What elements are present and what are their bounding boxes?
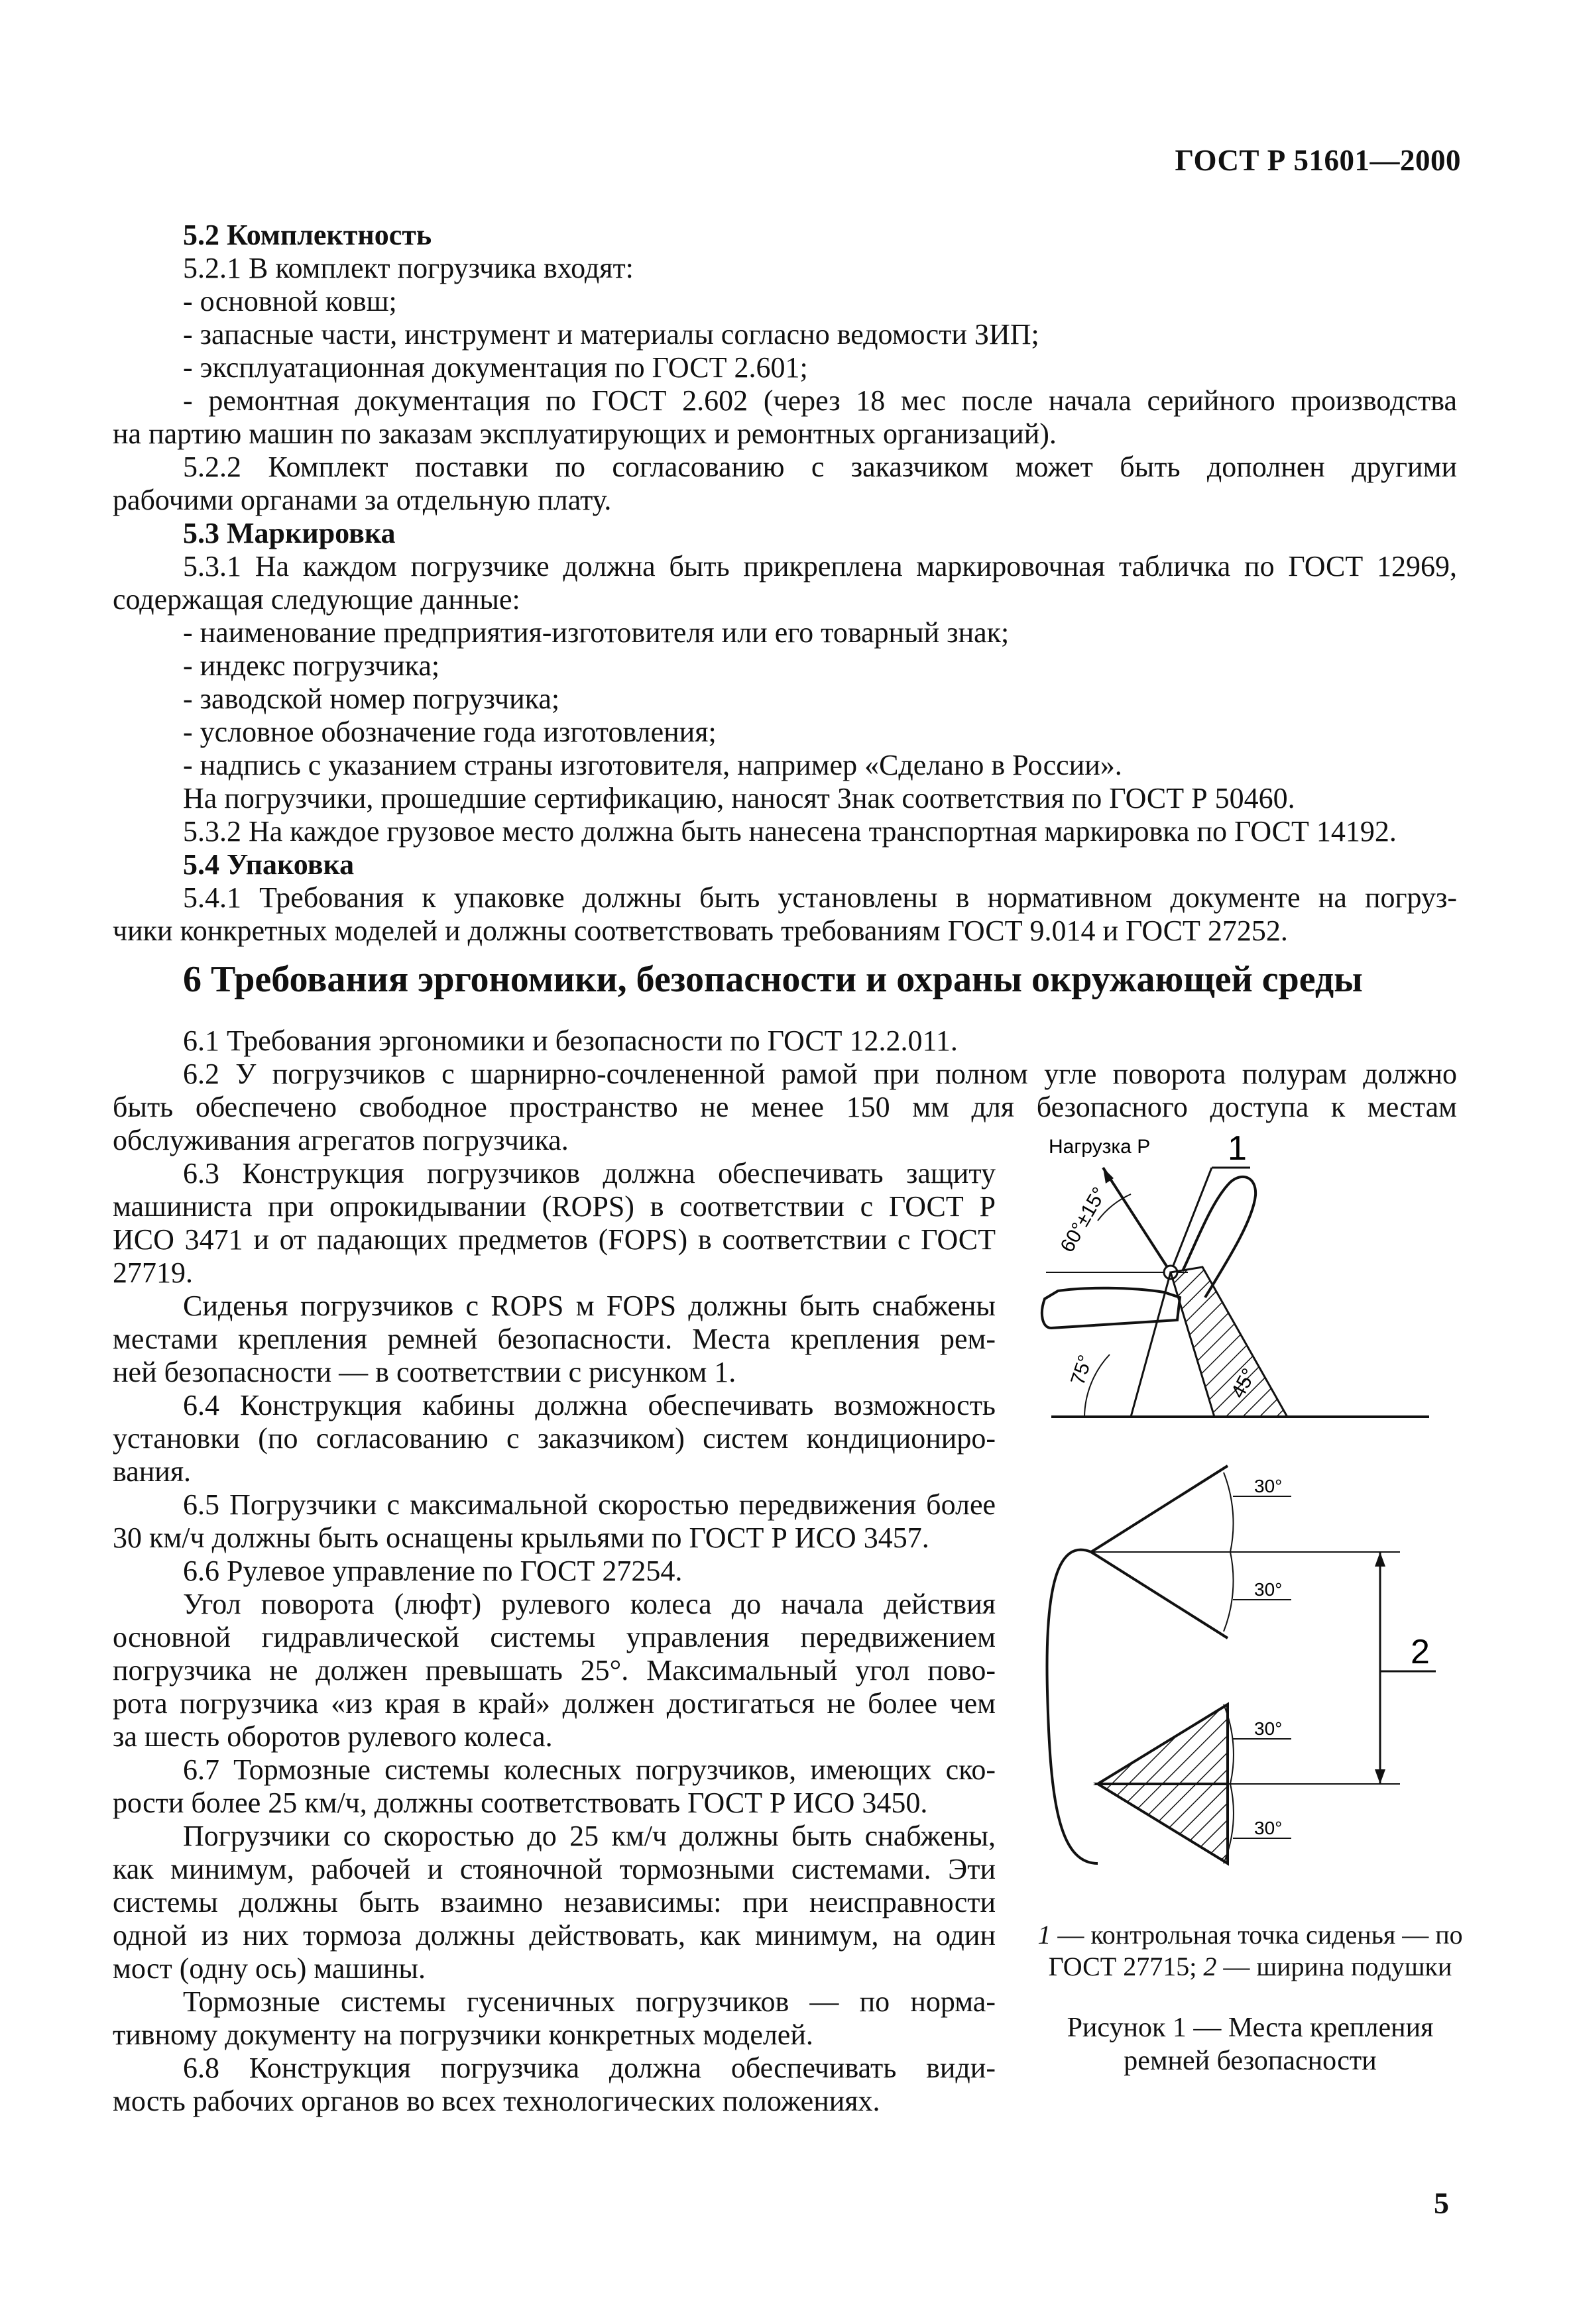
para-5-4-1: 5.4.1 Требования к упаковке должны быть установлены в нормативном документе на погруз- <box>183 881 1457 914</box>
legend-num-1: 1 <box>1037 1920 1051 1950</box>
arc-30-1 <box>1224 1472 1234 1552</box>
para-6-5-cont: 30 км/ч должны быть оснащены крыльями по ГОСТ Р ИСО 3457. <box>113 1522 929 1554</box>
list-item: - эксплуатационная документация по ГОСТ 2.601; <box>183 351 808 384</box>
angle-75-label: 75° <box>1067 1352 1097 1388</box>
para-6-7b-cont: мост (одну ось) машины. <box>113 1952 426 1985</box>
para-cert: На погрузчики, прошедшие сертификацию, наносят Знак соответствия по ГОСТ Р 50460. <box>183 782 1295 814</box>
section-5-2-title: 5.2 Комплектность <box>183 219 432 251</box>
document-header: ГОСТ Р 51601—2000 <box>1175 144 1461 177</box>
figure-legend <box>1031 1919 1469 1983</box>
list-item: - условное обозначение года изготовления; <box>183 716 717 748</box>
angle-60-label: 60°±15° <box>1056 1184 1111 1256</box>
para-6-3-cont: ИСО 3471 и от падающих предметов (FOPS) в соответствии с ГОСТ <box>113 1223 996 1256</box>
para-6-4: 6.4 Конструкция кабины должна обеспечивать возможность <box>183 1389 996 1421</box>
para-5-3-1-cont: содержащая следующие данные: <box>113 583 520 616</box>
angle-30-label: 30° <box>1254 1476 1283 1496</box>
section-5-3-title: 5.3 Маркировка <box>183 517 396 549</box>
legend-num-2: 2 <box>1203 1952 1217 1981</box>
para-6-6b-cont: за шесть оборотов рулевого колеса. <box>113 1720 553 1753</box>
angle-30-label: 30° <box>1254 1718 1283 1739</box>
para-6-8: 6.8 Конструкция погрузчика должна обеспечивать види- <box>183 2052 996 2084</box>
para-5-2-2-cont: рабочими органами за отдельную плату. <box>113 484 612 516</box>
callout-1: 1 <box>1228 1129 1247 1168</box>
figure-caption-line-1: Рисунок 1 — Места крепления <box>1067 2013 1434 2043</box>
para-5-2-1: 5.2.1 В комплект погрузчика входят: <box>183 252 634 284</box>
para-6-6b-cont: погрузчика не должен превышать 25°. Максимальный угол пово- <box>113 1654 996 1687</box>
list-item: - основной ковш; <box>183 285 397 317</box>
figure-1-drawing <box>1031 1121 1469 2036</box>
list-item: - заводской номер погрузчика; <box>183 683 560 715</box>
figure-1 <box>1031 1121 1469 2036</box>
para-6-7: 6.7 Тормозные системы колесных погрузчиков, имеющих ско- <box>183 1753 996 1786</box>
lower-hatched-upper <box>1098 1704 1228 1784</box>
para-6-8-cont: мость рабочих органов во всех технологических положениях. <box>113 2085 880 2117</box>
para-6-3: 6.3 Конструкция погрузчиков должна обеспечивать защиту <box>183 1157 996 1190</box>
upper-line-a <box>1091 1466 1228 1552</box>
upper-line-b <box>1091 1552 1228 1638</box>
para-6-6b: Угол поворота (люфт) рулевого колеса до начала действия <box>183 1588 996 1620</box>
para-5-3-1: 5.3.1 На каждом погрузчике должна быть прикреплена маркировочная табличка по ГОСТ 12969, <box>183 550 1457 582</box>
dimension-arrow-bottom <box>1375 1769 1385 1784</box>
para-6-7-cont: рости более 25 км/ч, должны соответствовать ГОСТ Р ИСО 3450. <box>113 1787 928 1819</box>
section-5-4-title: 5.4 Упаковка <box>183 848 355 881</box>
para-6-3-cont: машиниста при опрокидывании (ROPS) в соответствии с ГОСТ Р <box>113 1190 996 1223</box>
arc-30-2 <box>1224 1552 1234 1632</box>
para-6-2-cont: обслуживания агрегатов погрузчика. <box>113 1124 569 1156</box>
para-6-7b-cont: как минимум, рабочей и стояночной тормозными системами. Эти <box>113 1853 996 1885</box>
angle-45-label: 45° <box>1227 1364 1261 1402</box>
para-6-3b-cont: местами крепления ремней безопасности. Места крепления рем- <box>113 1323 996 1355</box>
para-5-2-2: 5.2.2 Комплект поставки по согласованию с заказчиком может быть дополнен другими <box>183 451 1457 483</box>
para-6-6b-cont: рота погрузчика «из края в край» должен достигаться не более чем <box>113 1687 996 1720</box>
para-5-4-1-cont: чики конкретных моделей и должны соответствовать требованиям ГОСТ 9.014 и ГОСТ 27252. <box>113 914 1288 947</box>
seat-cushion <box>1042 1288 1180 1328</box>
para-6-6: 6.6 Рулевое управление по ГОСТ 27254. <box>183 1555 683 1587</box>
lower-hatched-lower <box>1098 1784 1228 1863</box>
list-item: - индекс погрузчика; <box>183 649 440 682</box>
list-item: - ремонтная документация по ГОСТ 2.602 (через 18 мес после начала серийного производства <box>183 384 1457 417</box>
para-6-2-cont: быть обеспечено свободное пространство не менее 150 мм для безопасного доступа к местам <box>113 1091 1457 1123</box>
para-6-4-cont: установки (по согласованию с заказчиком) систем кондициониро- <box>113 1422 996 1455</box>
para-6-7c-cont: тивному документу на погрузчики конкретных моделей. <box>113 2019 813 2051</box>
para-6-6b-cont: основной гидравлической системы управления передвижением <box>113 1621 996 1653</box>
page-number: 5 <box>1434 2186 1449 2220</box>
para-6-3b: Сиденья погрузчиков с ROPS м FOPS должны быть снабжены <box>183 1290 996 1322</box>
callout-2: 2 <box>1411 1633 1430 1671</box>
list-item: - запасные части, инструмент и материалы согласно ведомости ЗИП; <box>183 318 1039 351</box>
para-6-7b-cont: системы должны быть взаимно независимы: при неисправности <box>113 1886 996 1918</box>
angle-30-label: 30° <box>1254 1579 1283 1600</box>
para-6-1: 6.1 Требования эргономики и безопасности по ГОСТ 12.2.011. <box>183 1024 958 1057</box>
cushion-outline <box>1047 1550 1098 1863</box>
para-6-4-cont: вания. <box>113 1455 192 1488</box>
list-item-cont: на партию машин по заказам эксплуатирующих и ремонтных организаций). <box>113 417 1057 450</box>
load-label: Нагрузка P <box>1049 1136 1151 1158</box>
para-6-3b-cont: ней безопасности — в соответствии с рисунком 1. <box>113 1356 736 1388</box>
section-6-title: 6 Требования эргономики, безопасности и охраны окружающей среды <box>183 959 1363 1000</box>
para-6-7b: Погрузчики со скоростью до 25 км/ч должны быть снабжены, <box>183 1820 996 1852</box>
para-6-5: 6.5 Погрузчики с максимальной скоростью передвижения более <box>183 1488 996 1521</box>
para-6-7c: Тормозные системы гусеничных погрузчиков — по норма- <box>183 1985 996 2018</box>
para-5-3-2: 5.3.2 На каждое грузовое место должна быть нанесена транспортная маркировка по ГОСТ 14192. <box>183 815 1397 848</box>
dimension-arrow-top <box>1375 1552 1385 1567</box>
para-6-7b-cont: одной из них тормоза должны действовать, как минимум, на один <box>113 1919 996 1952</box>
belt-zone-hatched <box>1171 1267 1287 1417</box>
para-6-2: 6.2 У погрузчиков с шарнирно-сочлененной рамой при полном угле поворота полурам должно <box>183 1058 1457 1090</box>
angle-30-label: 30° <box>1254 1818 1283 1838</box>
legend-text-1: — контрольная точка сиденья — по ГОСТ 27715; <box>1048 1920 1463 1981</box>
line-75 <box>1131 1272 1171 1417</box>
list-item: - надпись с указанием страны изготовителя, например «Сделано в России». <box>183 749 1122 781</box>
load-arrow <box>1103 1168 1171 1272</box>
figure-caption-line-2: ремней безопасности <box>1124 2046 1377 2076</box>
list-item: - наименование предприятия-изготовителя или его товарный знак; <box>183 616 1010 649</box>
para-6-3-cont: 27719. <box>113 1256 193 1289</box>
legend-text-2: — ширина подушки <box>1216 1952 1452 1981</box>
